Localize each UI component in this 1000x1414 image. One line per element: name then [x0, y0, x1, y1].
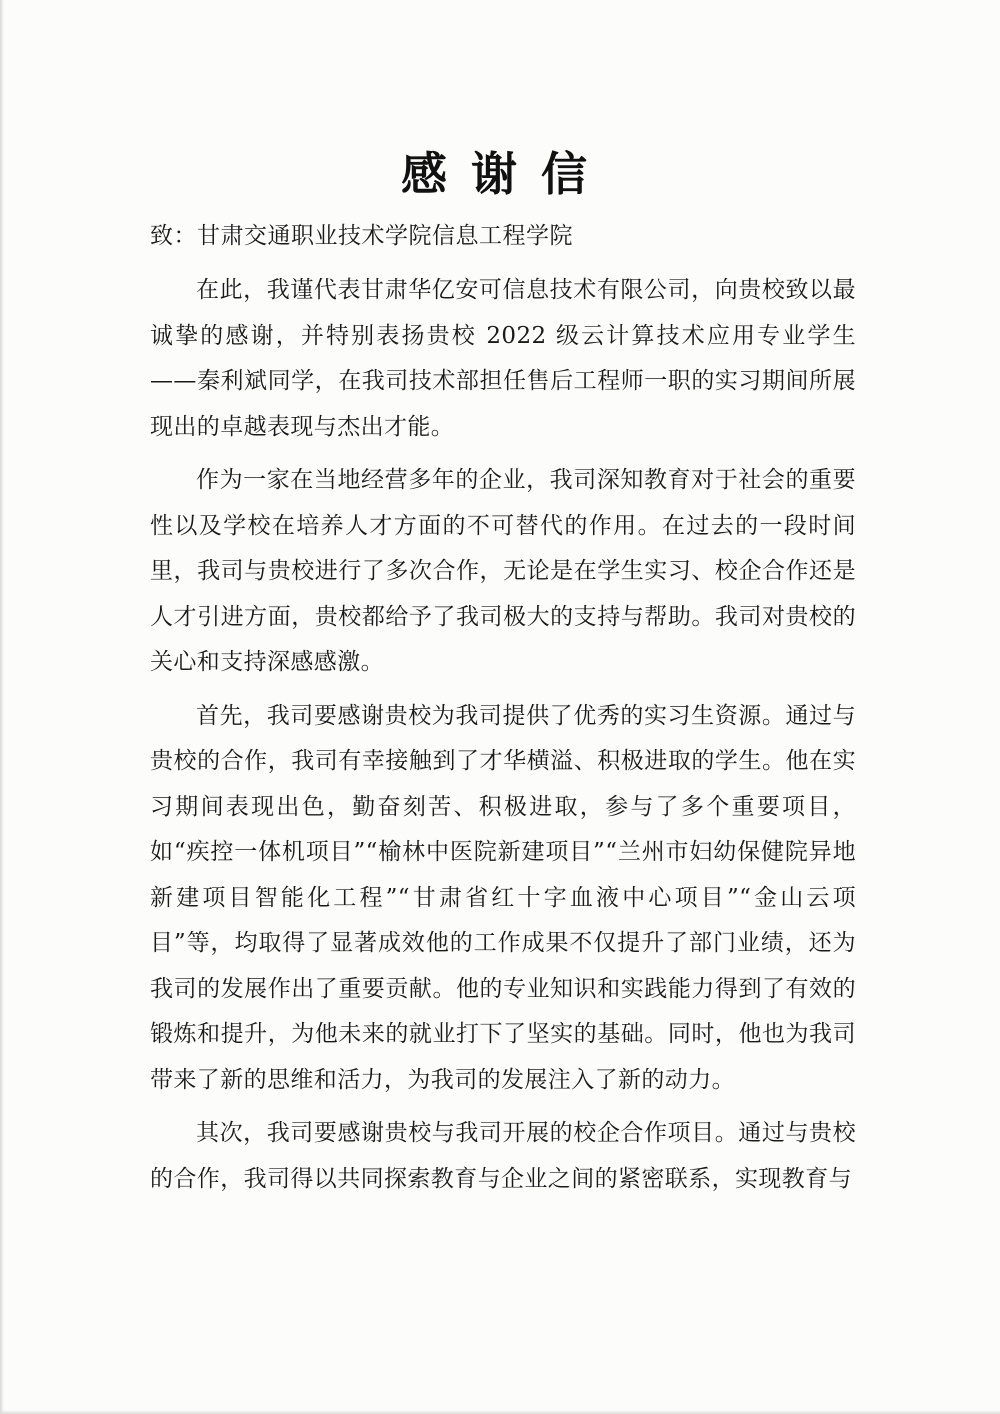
letter-body [150, 268, 856, 1210]
letter-salutation: 致：甘肃交通职业技术学院信息工程学院 [150, 223, 573, 249]
scan-edge-left [0, 0, 4, 1414]
letter-paragraph-4: 其次，我司要感谢贵校与我司开展的校企合作项目。通过与贵校的合作，我司得以共同探索教育与企业之间的紧密联系，实现教育与 [150, 1120, 856, 1192]
letter-paragraph-1: 在此，我谨代表甘肃华亿安可信息技术有限公司，向贵校致以最诚挚的感谢，并特别表扬贵校 2022 级云计算技术应用专业学生——秦利斌同学，在我司技术部担任售后工程师一职的实习期间所展现出的卓越表现与杰出才能。 [150, 277, 856, 440]
letter-paragraph-2: 作为一家在当地经营多年的企业，我司深知教育对于社会的重要性以及学校在培养人才方面的不可替代的作用。在过去的一段时间里，我司与贵校进行了多次合作，无论是在学生实习、校企合作还是人才引进方面，贵校都给予了我司极大的支持与帮助。我司对贵校的关心和支持深感感激。 [150, 467, 856, 675]
scan-edge-bottom [0, 1410, 1000, 1414]
letter-title: 感谢信 [401, 147, 611, 201]
letter-paragraph-3: 首先，我司要感谢贵校为我司提供了优秀的实习生资源。通过与贵校的合作，我司有幸接触到了才华横溢、积极进取的学生。他在实习期间表现出色，勤奋刻苦、积极进取，参与了多个重要项目，如“疾控一体机项目”“榆林中医院新建项目”“兰州市妇幼保健院异地新建项目智能化工程”“甘肃省红十字血液中心项目”“金山云项目”等，均取得了显著成效他的工作成果不仅提升了部门业绩，还为我司的发展作出了重要贡献。他的专业知识和实践能力得到了有效的锻炼和提升，为他未来的就业打下了坚实的基础。同时，他也为我司带来了新的思维和活力，为我司的发展注入了新的动力。 [150, 702, 856, 1093]
